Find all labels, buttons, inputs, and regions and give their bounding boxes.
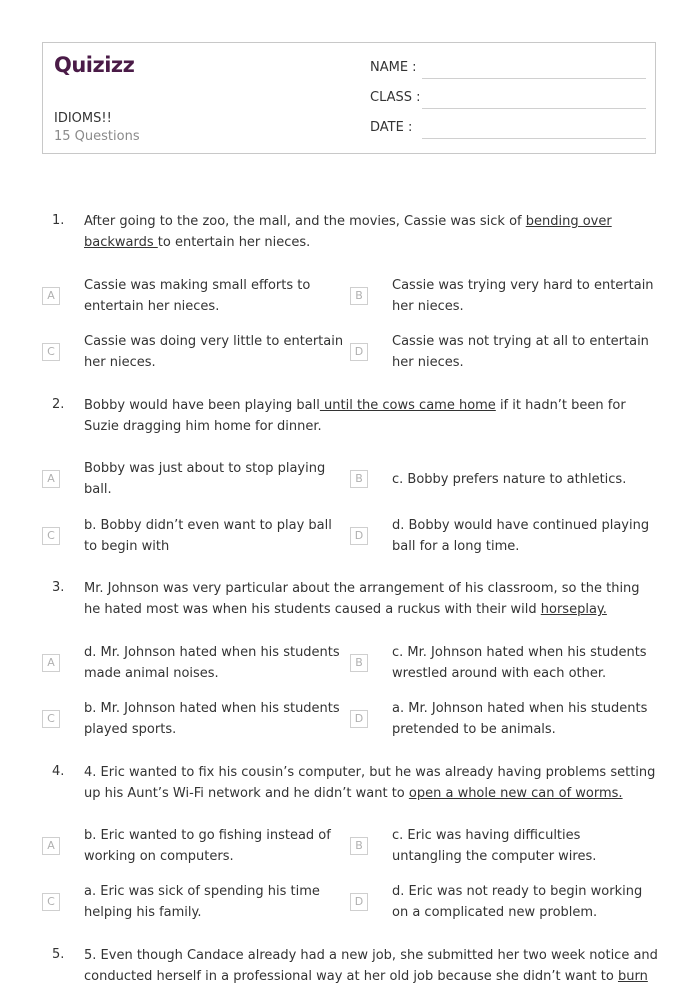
- option-a-letter[interactable]: A: [42, 654, 60, 672]
- option-a-text[interactable]: b. Eric wanted to go fishing instead of working on computers.: [84, 828, 331, 864]
- option-c-letter[interactable]: C: [42, 710, 60, 728]
- option-a-text[interactable]: d. Mr. Johnson hated when his students made animal noises.: [84, 645, 340, 681]
- quiz-title: IDIOMS!!: [54, 111, 112, 126]
- option-b-letter[interactable]: B: [350, 654, 368, 672]
- option-c-text[interactable]: b. Bobby didn’t even want to play ball to begin with: [84, 518, 332, 554]
- option-d-text[interactable]: Cassie was not trying at all to entertain her nieces.: [392, 334, 649, 370]
- class-line: [422, 108, 646, 109]
- option-a-letter[interactable]: A: [42, 837, 60, 855]
- option-a-text[interactable]: Cassie was making small efforts to entertain her nieces.: [84, 278, 311, 314]
- date-label: DATE :: [370, 120, 413, 135]
- option-d-letter[interactable]: D: [350, 527, 368, 545]
- worksheet-header: [42, 42, 656, 154]
- option-b-letter[interactable]: B: [350, 837, 368, 855]
- option-d-letter[interactable]: D: [350, 893, 368, 911]
- option-d-text[interactable]: d. Eric was not ready to begin working on a complicated new problem.: [392, 884, 643, 920]
- option-b-text[interactable]: c. Eric was having difficulties untangling the computer wires.: [392, 828, 597, 864]
- idiom-phrase: until the cows came home: [319, 398, 496, 413]
- option-c-letter[interactable]: C: [42, 893, 60, 911]
- option-d-letter[interactable]: D: [350, 710, 368, 728]
- question-text: Mr. Johnson was very particular about the arrangement of his classroom, so the thing he hated most was when his students caused a ruckus with their wild horseplay.: [84, 581, 640, 617]
- idiom-phrase: burn: [617, 969, 648, 984]
- option-a-text[interactable]: Bobby was just about to stop playing ball.: [84, 461, 326, 497]
- option-a-letter[interactable]: A: [42, 470, 60, 488]
- option-d-text[interactable]: a. Mr. Johnson hated when his students pretended to be animals.: [392, 701, 648, 737]
- idiom-phrase: horseplay.: [540, 602, 607, 617]
- question-number: 2.: [52, 397, 65, 412]
- class-label: CLASS :: [370, 90, 421, 105]
- date-line: [422, 138, 646, 139]
- option-c-letter[interactable]: C: [42, 343, 60, 361]
- idiom-phrase: open a whole new can of worms.: [408, 786, 623, 801]
- question-text: Bobby would have been playing ball until the cows came home if it hadn’t been for Suzie dragging him home for dinner.: [84, 398, 626, 434]
- option-c-text[interactable]: Cassie was doing very little to entertain her nieces.: [84, 334, 344, 370]
- option-d-letter[interactable]: D: [350, 343, 368, 361]
- question-number: 4.: [52, 764, 65, 779]
- option-b-letter[interactable]: B: [350, 470, 368, 488]
- question-text: After going to the zoo, the mall, and the movies, Cassie was sick of bending over backwards to entertain her nieces.: [84, 214, 612, 250]
- question-number: 3.: [52, 580, 65, 595]
- option-c-letter[interactable]: C: [42, 527, 60, 545]
- name-line: [422, 78, 646, 79]
- question-text: 4. Eric wanted to fix his cousin’s computer, but he was already having problems setting up his Aunt’s Wi-Fi network and he didn’t want to open a whole new can of worms.: [84, 765, 656, 801]
- question-number: 1.: [52, 213, 65, 228]
- option-b-text[interactable]: Cassie was trying very hard to entertain her nieces.: [392, 278, 654, 314]
- idiom-phrase: bending over backwards: [84, 214, 612, 250]
- option-b-text[interactable]: c. Bobby prefers nature to athletics.: [392, 472, 627, 487]
- option-a-letter[interactable]: A: [42, 287, 60, 305]
- name-label: NAME :: [370, 60, 417, 75]
- question-number: 5.: [52, 947, 65, 962]
- option-c-text[interactable]: b. Mr. Johnson hated when his students played sports.: [84, 701, 340, 737]
- option-c-text[interactable]: a. Eric was sick of spending his time helping his family.: [84, 884, 320, 920]
- option-d-text[interactable]: d. Bobby would have continued playing ball for a long time.: [392, 518, 650, 554]
- question-count: 15 Questions: [54, 129, 140, 144]
- option-b-text[interactable]: c. Mr. Johnson hated when his students wrestled around with each other.: [392, 645, 647, 681]
- option-b-letter[interactable]: B: [350, 287, 368, 305]
- quizizz-logo: Quizizz: [54, 53, 135, 77]
- question-text: 5. Even though Candace already had a new job, she submitted her two week notice and conducted herself in a professional way at her old job because she didn’t want to burn: [84, 948, 658, 984]
